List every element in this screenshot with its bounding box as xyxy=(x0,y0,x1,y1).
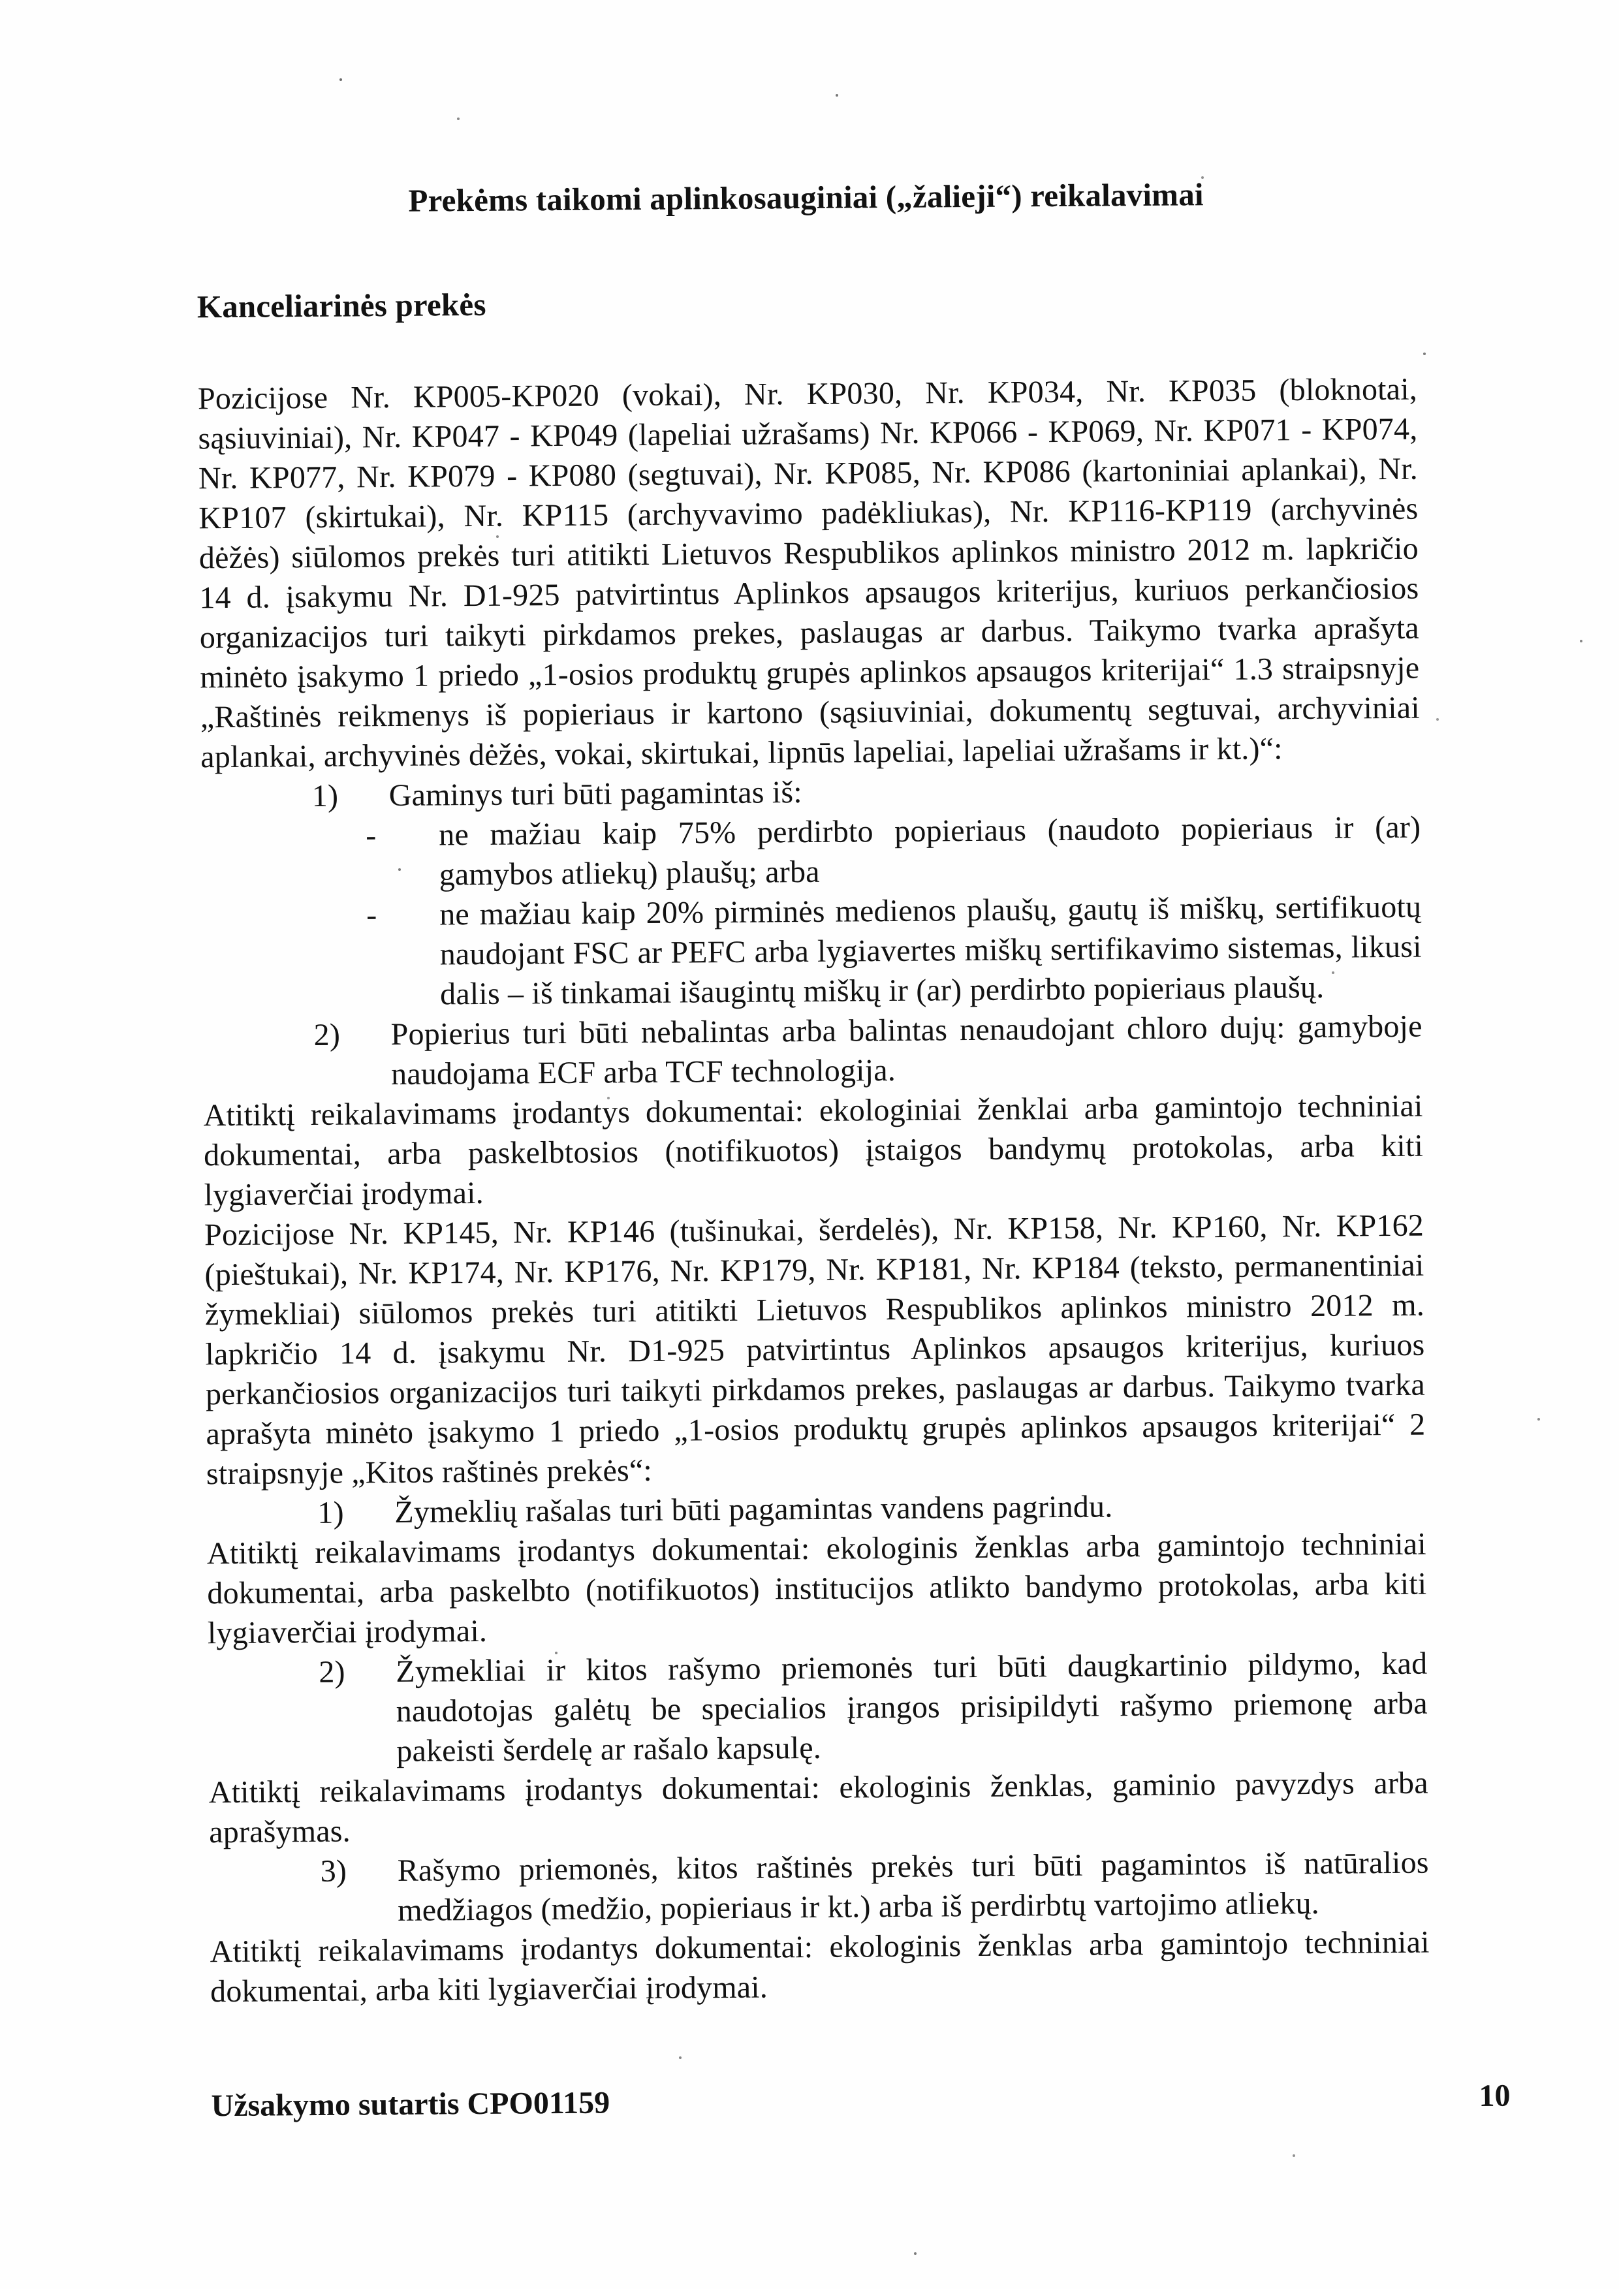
paragraph-positions-group-1: Pozicijose Nr. KP005-KP020 (vokai), Nr. KP030, Nr. KP034, Nr. KP035 (bloknotai, sąsiuviniai), Nr. KP047 - KP049 (lapeliai užrašams) Nr. KP066 - KP069, Nr. KP071 - KP074, Nr. KP077, Nr. KP079 - KP080 (segtuvai), Nr. KP085, Nr. KP086 (kartoniniai aplankai), Nr. KP107 (skirtukai), Nr. KP115 (archyvavimo padėkliukas), Nr. KP116-KP119 (archyvinės dėžės) siūlomos prekės turi atitikti Lietuvos Respublikos aplinkos ministro 2012 m. lapkričio 14 d. įsakymu Nr. D1-925 patvirtintus Aplinkos apsaugos kriterijus, kuriuos perkančiosios organizacijos turi taikyti pirkdamos prekes, paslaugas ar darbus. Taikymo tvarka aprašyta minėto įsakymo 1 priedo „1-osios produktų grupės aplinkos apsaugos kriterijai“ 1.3 straipsnyje „Raštinės reikmenys iš popieriaus ir kartono (sąsiuviniai, dokumentų segtuvai, archyviniai aplankai, archyvinės dėžės, vokai, skirtukai, lipnūs lapeliai, lapeliai užrašams ir kt.)“: xyxy=(197,371,1420,775)
dash-item-marker: - xyxy=(366,818,377,853)
dash-item-1 xyxy=(201,808,1421,897)
section-heading: Kanceliarinės prekės xyxy=(196,286,486,325)
numbered-item-marker: 1) xyxy=(311,778,339,813)
numbered-item-2 xyxy=(202,1007,1423,1096)
numbered-item-marker: 2) xyxy=(319,1654,345,1690)
paragraph-proof-documents-3: Atitiktį reikalavimams įrodantys dokumentai: ekologinis ženklas, gaminio pavyzdys arba aprašymas. xyxy=(208,1765,1428,1850)
numbered-item-marker: 3) xyxy=(320,1853,347,1889)
numbered-item-5 xyxy=(209,1843,1429,1932)
paragraph-positions-group-2: Pozicijose Nr. KP145, Nr. KP146 (tušinukai, šerdelės), Nr. KP158, Nr. KP160, Nr. KP162 (pieštukai), Nr. KP174, Nr. KP176, Nr. KP179, Nr. KP181, Nr. KP184 (teksto, permanentiniai žymekliai) siūlomos prekės turi atitikti Lietuvos Respublikos aplinkos ministro 2012 m. lapkričio 14 d. įsakymu Nr. D1-925 patvirtintus Aplinkos apsaugos kriterijus, kuriuos perkančiosios organizacijos turi taikyti pirkdamos prekes, paslaugas ar darbus. Taikymo tvarka aprašyta minėto įsakymo 1 priedo „1-osios produktų grupės aplinkos apsaugos kriterijai“ 2 straipsnyje „Kitos raštinės prekės“: xyxy=(204,1208,1426,1492)
numbered-item-4 xyxy=(208,1644,1428,1773)
dash-item-text: ne mažiau kaip 75% perdirbto popieriaus (naudoto popieriaus ir (ar) gamybos atliekų) plaušų; arba xyxy=(439,810,1421,892)
numbered-item-text: Gaminys turi būti pagamintas iš: xyxy=(388,775,802,813)
numbered-item-text: Popierius turi būti nebalintas arba balintas nenaudojant chloro dujų: gamyboje naudojama ECF arba TCF technologija. xyxy=(390,1009,1423,1092)
page-number: 10 xyxy=(1479,2078,1511,2113)
dash-item-text: ne mažiau kaip 20% pirminės medienos plaušų, gautų iš miškų, sertifikuotų naudojant FSC ar PEFC arba lygiavertes miškų sertifikavimo sistemas, likusi dalis – iš tinkamai išaugintų miškų ir (ar) perdirbto popieriaus plaušų. xyxy=(439,889,1422,1012)
document-title: Prekėms taikomi aplinkosauginiai („žalieji“) reikalavimai xyxy=(408,176,1204,219)
numbered-item-text: Rašymo priemonės, kitos raštinės prekės turi būti pagamintos iš natūralios medžiagos (medžio, popieriaus ir kt.) arba iš perdirbtų vartojimo atliekų. xyxy=(397,1845,1429,1928)
paragraph-proof-documents-1: Atitiktį reikalavimams įrodantys dokumentai: ekologiniai ženklai arba gamintojo techniniai dokumentai, arba paskelbtosios (notifikuotos) įstaigos bandymų protokolas, arba kiti lygiaverčiai įrodymai. xyxy=(203,1088,1424,1213)
footer-contract-reference: Užsakymo sutartis CPO01159 xyxy=(211,2085,610,2124)
dash-item-marker: - xyxy=(366,898,377,933)
numbered-item-text: Žymeklių rašalas turi būti pagamintas vandens pagrindu. xyxy=(394,1489,1113,1530)
numbered-item-text: Žymekliai ir kitos rašymo priemonės turi būti daugkartinio pildymo, kad naudotojas galėtų be specialios įrangos prisipildyti rašymo priemonę arba pakeisti šerdelę ar rašalo kapsulę. xyxy=(396,1646,1428,1769)
numbered-item-marker: 2) xyxy=(313,1017,341,1052)
page-footer xyxy=(211,2076,1510,2126)
numbered-item-marker: 1) xyxy=(317,1495,345,1530)
dash-item-2 xyxy=(202,887,1422,1016)
paragraph-proof-documents-2: Atitiktį reikalavimams įrodantys dokumentai: ekologinis ženklas arba gamintojo techniniai dokumentai, arba paskelbto (notifikuotos) institucijos atlikto bandymo protokolas, arba kiti lygiaverčiai įrodymai. xyxy=(206,1526,1427,1651)
paragraph-proof-documents-4: Atitiktį reikalavimams įrodantys dokumentai: ekologinis ženklas arba gamintojo techniniai dokumentai, arba kiti lygiaverčiai įrodymai. xyxy=(210,1925,1430,2009)
